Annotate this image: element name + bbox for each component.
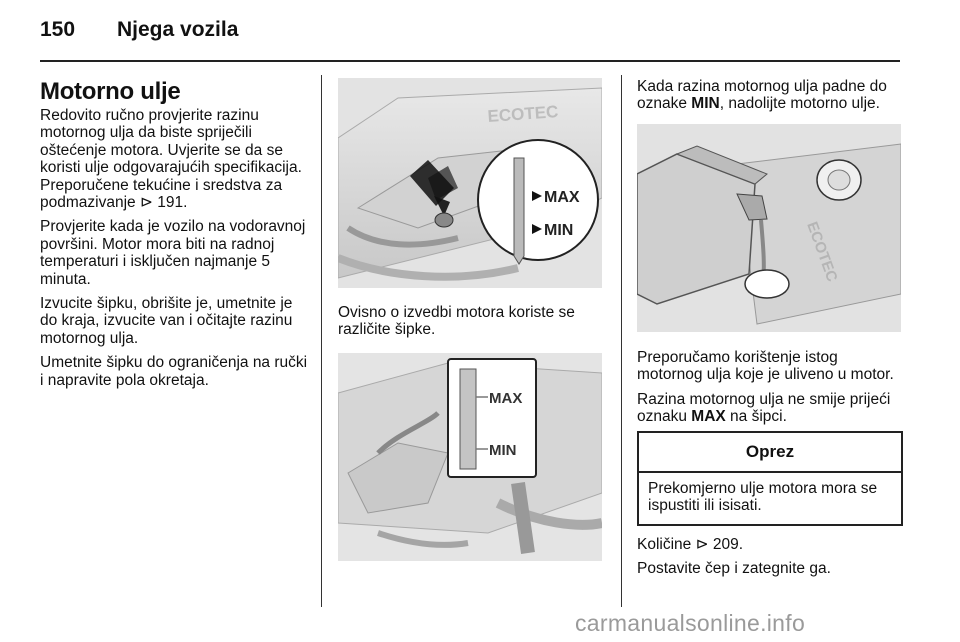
page-reference-link[interactable]: 209. bbox=[712, 536, 744, 553]
oil-filler-opening bbox=[745, 270, 789, 298]
dipstick-inset bbox=[478, 140, 598, 260]
column-divider-1 bbox=[321, 75, 322, 607]
max-label: MAX bbox=[489, 390, 523, 407]
column-2-caption bbox=[338, 304, 606, 346]
column-3-bottom-text bbox=[637, 349, 903, 433]
engine-logo-text: ECOTEC bbox=[486, 102, 559, 126]
column-3-top-text bbox=[637, 78, 903, 120]
caution-box bbox=[637, 431, 903, 526]
illustration-dipstick-engine bbox=[338, 78, 602, 288]
min-label: MIN bbox=[544, 222, 574, 239]
column-1-text bbox=[40, 107, 312, 396]
max-label: MAX bbox=[544, 189, 580, 206]
refill-paragraph: Kada razina motornog ulja padne do oznake MIN, nadolijte motorno ulje. bbox=[637, 78, 887, 113]
page-reference-arrow-icon: ⊳ bbox=[139, 194, 153, 212]
engine-logo-text: ECOTEC bbox=[803, 219, 841, 285]
max-warning-paragraph: Razina motornog ulja ne smije prijeći oznaku MAX na šipci. bbox=[637, 390, 891, 426]
paragraph-4: Umetnite šipku do ograničenja na ručki i napravite pola okretaja. bbox=[40, 354, 308, 389]
page-number: 150 bbox=[40, 18, 76, 41]
dipstick-blade bbox=[460, 369, 476, 469]
section-title: Motorno ulje bbox=[40, 78, 181, 105]
page-reference-link[interactable]: 191. bbox=[157, 194, 188, 212]
paragraph-3: Izvucite šipku, obrišite je, umetnite je do kraja, izvucite van i očitajte razinu motornog ulja. bbox=[40, 295, 293, 347]
dipstick-engine-drawing bbox=[338, 78, 602, 288]
illustration-dipstick-alt bbox=[338, 353, 602, 561]
oil-refill-drawing bbox=[637, 124, 901, 332]
chapter-title: Njega vozila bbox=[117, 18, 239, 41]
caution-heading: Oprez bbox=[639, 433, 901, 473]
min-label: MIN bbox=[489, 442, 517, 459]
page-reference-arrow-icon: ⊳ bbox=[695, 536, 709, 553]
paragraph-1: Redovito ručno provjerite razinu motornog ulja da biste spriječili oštećenje motora. Uvjerite se da se koristi ulje odgovarajućih specifikacija. Preporučene tekućine i sredstva za podmazivanje ⊳ 191. bbox=[40, 107, 302, 212]
illustration-oil-refill bbox=[637, 124, 901, 332]
column-divider-2 bbox=[621, 75, 622, 607]
quantities-paragraph: Količine ⊳ 209. bbox=[637, 536, 744, 553]
column-3-footer-text bbox=[637, 536, 903, 585]
dipstick-alt-drawing bbox=[338, 353, 602, 561]
cap-paragraph: Postavite čep i zategnite ga. bbox=[637, 560, 831, 578]
paragraph-2: Provjerite kada je vozilo na vodoravnoj površini. Motor mora biti na radnoj temperaturi i isključen najmanje 5 minuta. bbox=[40, 218, 306, 288]
dipstick-blade bbox=[514, 158, 524, 264]
caption-paragraph: Ovisno o izvedbi motora koriste se različite šipke. bbox=[338, 304, 575, 339]
recommendation-paragraph: Preporučamo korištenje istog motornog ulja koje je uliveno u motor. bbox=[637, 349, 894, 384]
watermark: carmanualsonline.info bbox=[575, 610, 806, 636]
caution-body: Prekomjerno ulje motora mora se ispustiti ili isisati. bbox=[648, 480, 878, 515]
header-rule bbox=[40, 60, 900, 62]
